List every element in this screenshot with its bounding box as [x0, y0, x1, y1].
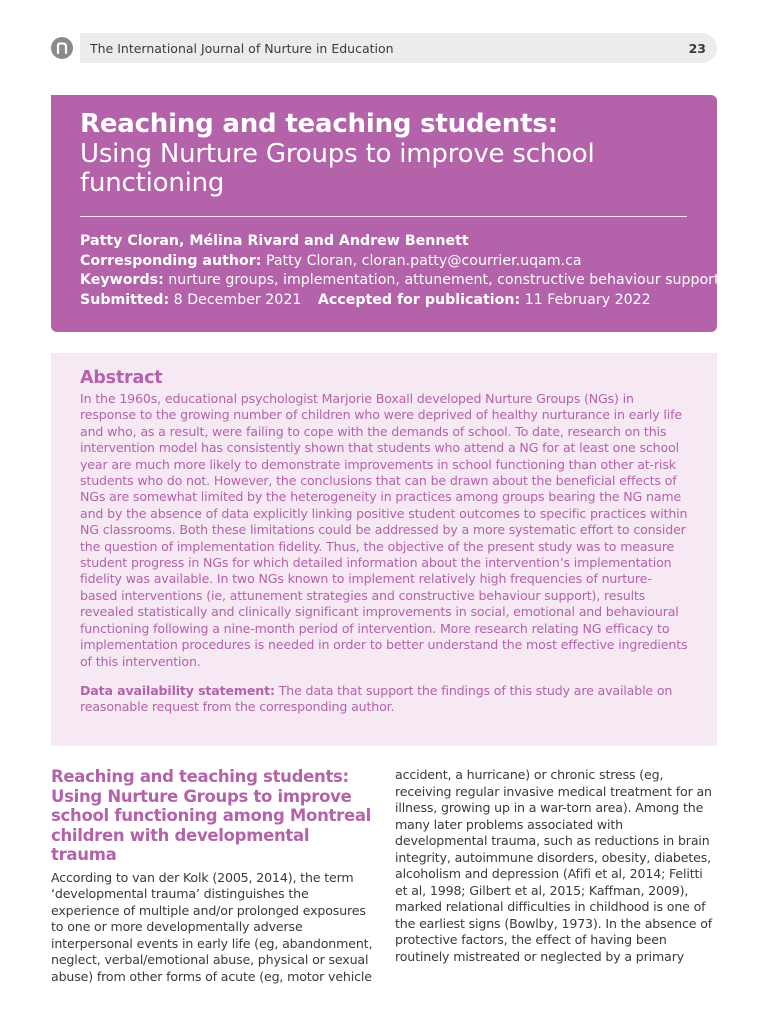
- body-column-right: [395, 767, 717, 965]
- section-heading: Reaching and teaching students: Using Nurture Groups to improve school functioning among Montreal children with developmental trauma: [51, 767, 372, 864]
- running-header: [80, 33, 717, 63]
- data-availability-text: The data that support the findings of this study are available on reasonable request from the corresponding author.: [80, 682, 673, 715]
- authors-line: [80, 232, 688, 252]
- body-column-left: [51, 767, 376, 985]
- abstract-heading: Abstract: [80, 368, 163, 388]
- data-availability-statement: [80, 683, 688, 716]
- authors: Patty Cloran, Mélina Rivard and Andrew Bennett: [80, 233, 469, 249]
- logo-glyph: [55, 41, 69, 55]
- article-title: Reaching and teaching students:: [80, 109, 558, 139]
- corresponding-value: Patty Cloran, cloran.patty@courrier.uqam.ca: [265, 252, 582, 269]
- accepted-value: 11 February 2022: [524, 291, 651, 308]
- corresponding-author-line: [80, 252, 688, 272]
- accepted-label: Accepted for publication:: [317, 291, 521, 308]
- nurture-logo-icon: [51, 37, 73, 59]
- body-paragraph-left: According to van der Kolk (2005, 2014), the term ‘developmental trauma’ distinguishes the experience of multiple and/or prolonged exposures to one or more developmentally adverse interpersonal events in early life (eg, abandonment, neglect, verbal/emotional abuse, physical or sexual abuse) from other forms of acute (eg, motor vehicle: [51, 869, 373, 984]
- journal-title: The International Journal of Nurture in Education: [90, 40, 394, 56]
- article-subtitle: Using Nurture Groups to improve school functioning: [80, 139, 595, 198]
- abstract-section: [51, 353, 717, 746]
- keywords-line: [80, 271, 720, 291]
- article-title-block: [51, 95, 720, 332]
- abstract-text: In the 1960s, educational psychologist Marjorie Boxall developed Nurture Groups (NGs) in response to the growing number of children who were deprived of healthy nurturance in early life and who, as a result, were failing to cope with the demands of school. To date, research on this intervention model has consistently shown that students who attend a NG for at least one school year are much more likely to demonstrate improvements in school functioning than other at-risk students who do not. However, the conclusions that can be drawn about the beneficial effects of NGs are somewhat limited by the heterogeneity in practices among groups bearing the NG name and by the absence of data explicitly linking positive student outcomes to specific practices within NG classrooms. Both these limitations could be addressed by a more systematic effort to consider the question of implementation fidelity. Thus, the objective of the present study was to measure student progress in NGs for which detailed information about the intervention’s implementation fidelity was available. In two NGs known to implement relatively high frequencies of nurture-based interventions (ie, attunement strategies and constructive behaviour support), results revealed statistically and clinically significant improvements in social, emotional and behavioural functioning following a nine-month period of intervention. More research relating NG efficacy to implementation procedures is needed in order to better understand the most effective ingredients of this intervention.: [80, 391, 688, 669]
- body-paragraph-right: accident, a hurricane) or chronic stress (eg, receiving regular invasive medical treatment for an illness, growing up in a war-torn area). Among the many later problems associated with developmental trauma, such as reductions in brain integrity, autoimmune disorders, obesity, diabetes, alcoholism and depression (Afifi et al, 2014; Felitti et al, 1998; Gilbert et al, 2015; Kaffman, 2009), marked relational difficulties in childhood is one of the earliest signs (Bowlby, 1973). In the absence of protective factors, the effect of having been routinely mistreated or neglected by a primary: [395, 767, 713, 964]
- submitted-label: Submitted:: [80, 291, 170, 308]
- page-number: 23: [688, 40, 706, 56]
- data-availability-label: Data availability statement:: [80, 682, 275, 698]
- submitted-value: 8 December 2021: [173, 291, 302, 308]
- keywords-value: nurture groups, implementation, attunement, constructive behaviour support: [168, 272, 720, 288]
- dates-line: [80, 291, 688, 311]
- corresponding-label: Corresponding author:: [80, 252, 262, 269]
- title-divider: [80, 216, 687, 217]
- keywords-label: Keywords:: [80, 272, 164, 288]
